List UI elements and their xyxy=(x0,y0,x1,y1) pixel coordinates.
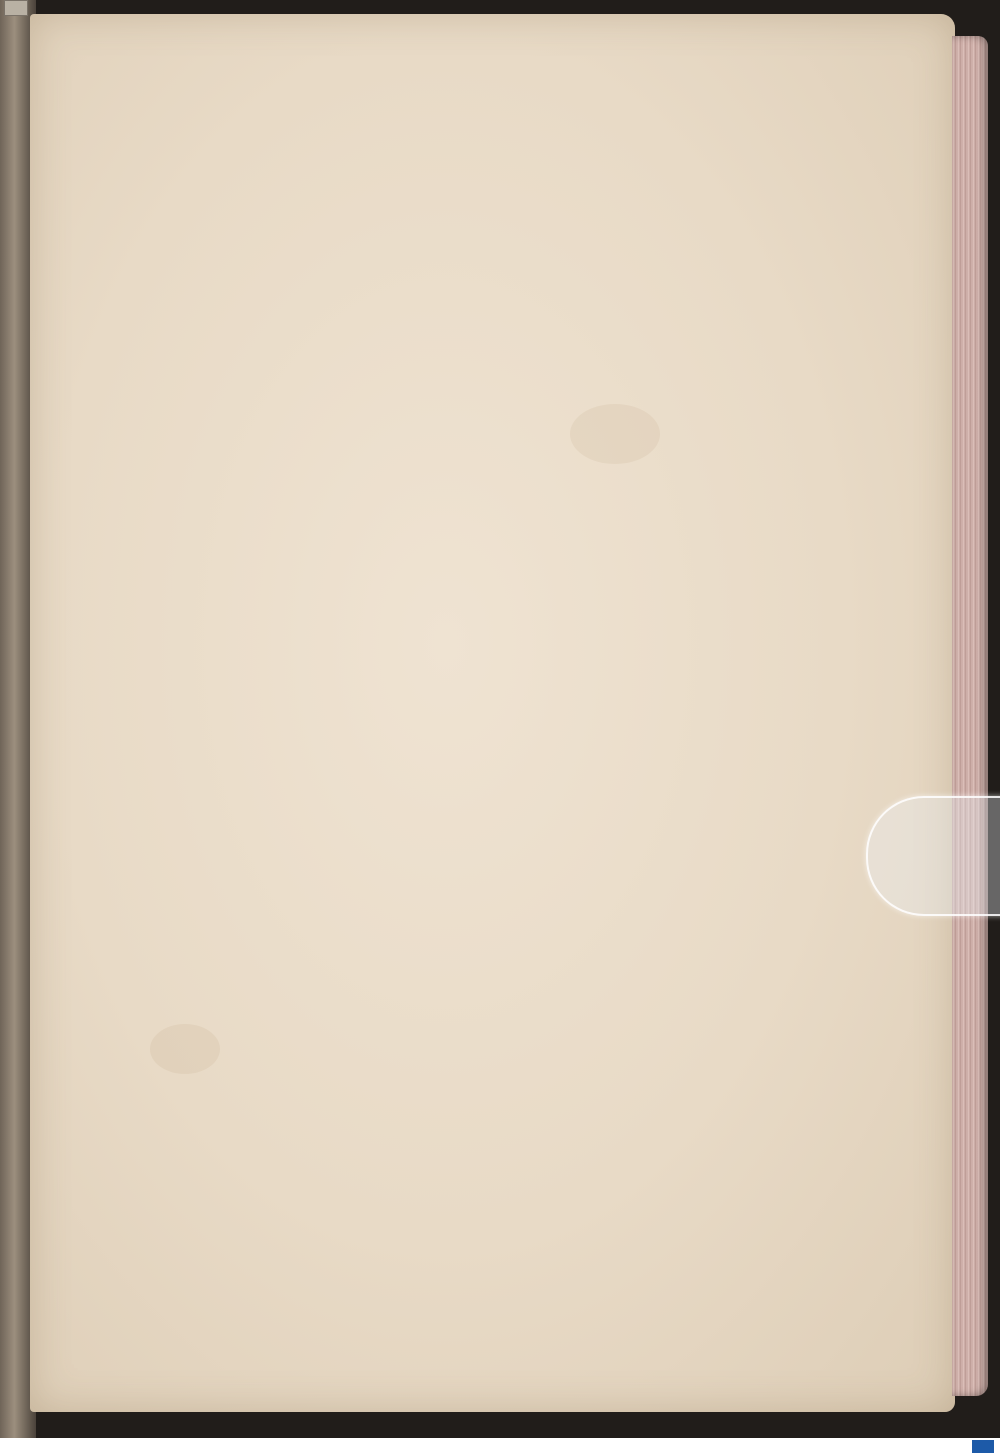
page-holder-tab xyxy=(866,796,1000,916)
text-line xyxy=(54,296,766,332)
text-line xyxy=(54,996,766,1032)
text-line xyxy=(54,930,766,966)
dfg-logo xyxy=(972,1440,994,1453)
page-fore-edge xyxy=(952,36,988,1396)
text-line xyxy=(54,898,766,934)
text-line xyxy=(54,330,766,366)
text-line xyxy=(110,262,766,298)
signature-mark xyxy=(470,1204,580,1240)
running-title xyxy=(172,92,632,144)
text-line xyxy=(104,864,766,900)
text-line xyxy=(54,962,766,998)
text-line xyxy=(54,364,766,400)
text-line xyxy=(54,698,766,734)
text-line xyxy=(54,1178,766,1214)
catchword xyxy=(676,1204,766,1240)
text-line xyxy=(54,566,766,602)
text-line xyxy=(54,500,766,536)
text-line xyxy=(54,664,766,700)
text-line xyxy=(54,466,766,502)
page-number xyxy=(704,94,768,142)
text-line xyxy=(54,1128,766,1164)
text-line xyxy=(90,400,766,436)
text-line xyxy=(54,598,766,634)
text-line xyxy=(54,226,766,262)
text-line xyxy=(54,764,766,800)
text-line xyxy=(54,160,766,196)
text-line xyxy=(54,1096,766,1132)
credit-bar xyxy=(0,1438,1000,1456)
text-line xyxy=(54,434,766,470)
text-line xyxy=(54,534,766,570)
text-line xyxy=(54,1062,766,1098)
scan-clip xyxy=(4,0,28,16)
text-line xyxy=(54,632,766,668)
text-line xyxy=(54,1028,766,1064)
text-line xyxy=(54,730,766,766)
text-line xyxy=(54,826,766,862)
